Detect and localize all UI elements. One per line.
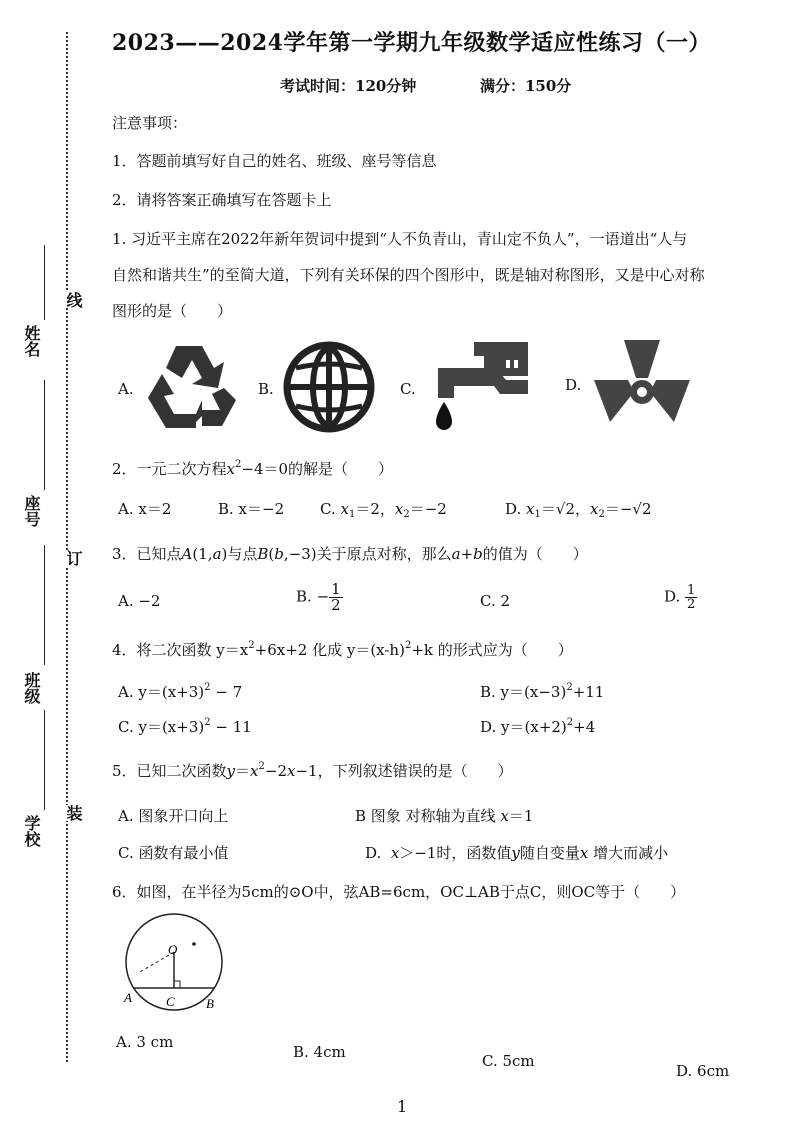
recycle-icon — [142, 338, 242, 434]
q4-option-c-text: C. y＝(x+3) — [118, 718, 205, 736]
q3-option-b-label: B. — [296, 587, 312, 606]
q1-text-line2: 自然和谐共生”的至简大道，下列有关环保的四个图形中，既是轴对称图形，又是中心对称 — [112, 266, 705, 284]
q4-stem-pre: 4．将二次函数 y＝x — [112, 641, 249, 659]
q4-option-a: A. $y=(x+3)^2 - 7$ — [118, 682, 243, 701]
q4-stem: 4．将二次函数 $y=x^2+6x+2$ 化成 $y=(x-h)^2+k$ 的形式应为（ ） — [112, 640, 573, 659]
q3-stem: 3．已知点A(1,a)与点B(b,−3)关于原点对称，那么a+b的值为（ ） — [112, 545, 588, 563]
q4-option-c-tail: − 11 — [210, 718, 252, 736]
q4-option-b-tail: +11 — [572, 683, 605, 701]
q2-option-a: A. x＝2 — [118, 500, 172, 518]
q5-stem-pre: 5．已知二次函数 — [112, 762, 227, 780]
label-o: O — [168, 942, 178, 957]
circle-diagram — [118, 910, 230, 1018]
q3-option-d-label: D. — [664, 587, 681, 606]
full-score: 满分：150分 — [480, 77, 572, 95]
q2-stem-post: 的解是（ ） — [288, 460, 394, 478]
q2-option-d: D. $x_1=√2$，$x_2=-√2$ — [505, 500, 652, 520]
q3-option-a: A. −2 — [118, 592, 161, 610]
q4-option-a-text: A. y＝(x+3) — [118, 683, 205, 701]
q3-option-c: C. 2 — [480, 592, 511, 610]
q2-option-c: C. $x_1=2$，$x_2=-2$ — [320, 500, 447, 520]
q2-option-c-label: C. — [320, 500, 336, 518]
q3-stem-pre: 3．已知点 — [112, 545, 182, 563]
note-item-2: 2．请将答案正确填写在答题卡上 — [112, 191, 332, 209]
q2-option-b: B. x＝−2 — [218, 500, 285, 518]
q5-option-d: D. x＞−1时，函数值y随自变量x 增大而减小 — [365, 844, 669, 862]
class-blank — [44, 710, 45, 810]
exam-time: 考试时间：120分钟 — [280, 77, 417, 95]
q5-option-d-post: 时，函数值 — [436, 844, 512, 862]
q4-option-b: B. $y=(x-3)^2+11$ — [480, 682, 605, 701]
name-label: 姓名 — [22, 325, 41, 357]
radiation-icon — [590, 336, 694, 432]
q1-option-c-label: C. — [400, 380, 416, 398]
q5-option-d-end: 增大而减小 — [588, 844, 669, 862]
q5-stem: 5．已知二次函数$y=x^2-2x-1$，下列叙述错误的是（ ） — [112, 761, 513, 780]
label-c: C — [166, 994, 175, 1009]
q4-option-a-tail: − 7 — [210, 683, 243, 701]
q3-stem-mid: 与点 — [227, 545, 258, 563]
q5-option-c: C. 函数有最小值 — [118, 844, 229, 862]
q3-stem-post: 关于原点对称，那么 — [316, 545, 452, 563]
globe-icon — [282, 340, 376, 434]
q4-option-c: C. $y=(x+3)^2 - 11$ — [118, 717, 252, 736]
q4-option-d-tail: +4 — [573, 718, 596, 736]
q4-option-d-text: D. y＝(x+2) — [480, 718, 567, 736]
q6-stem: 6．如图，在半径为5cm的⊙O中，弦AB=6cm，OC⊥AB于点C，则OC等于（ ） — [112, 883, 686, 901]
bind-char: 装 — [64, 805, 83, 821]
q2-stem: 2．一元二次方程$x^2-4=0$的解是（ ） — [112, 459, 394, 478]
label-b: B — [206, 996, 214, 1011]
q2-option-d-label: D. — [505, 500, 522, 518]
q5-option-b-text: B 图象 对称轴为直线 — [355, 807, 496, 825]
line-char: 线 — [64, 292, 83, 308]
school-label: 学校 — [22, 815, 41, 847]
q6-option-b: B. 4cm — [293, 1043, 346, 1061]
q5-option-b: B 图象 对称轴为直线 x＝1 — [355, 807, 534, 825]
q3-option-d: D. $\frac{1}{2}$ — [664, 583, 696, 612]
q6-option-a: A. 3 cm — [116, 1033, 174, 1051]
q2-stem-pre: 2．一元二次方程 — [112, 460, 227, 478]
seat-label: 座号 — [22, 495, 41, 527]
q6-option-d: D. 6cm — [676, 1062, 730, 1080]
order-char: 订 — [64, 550, 83, 566]
notes-heading: 注意事项： — [112, 114, 188, 132]
q1-text-line1: 1. 习近平主席在2022年新年贺词中提到“人不负青山，青山定不负人”，一语道出“人与 — [112, 230, 688, 248]
q5-stem-post: ，下列叙述错误的是（ ） — [317, 762, 513, 780]
seat-blank-2 — [44, 545, 45, 665]
note-item-1: 1．答题前填写好自己的姓名、班级、座号等信息 — [112, 152, 437, 170]
q3-option-b: B. − $\frac{1}{2}$ — [296, 580, 341, 614]
label-a: A — [124, 990, 132, 1005]
page-title: 2023——2024学年第一学期九年级数学适应性练习（一） — [112, 30, 711, 56]
q3-stem-end: 的值为（ ） — [482, 545, 588, 563]
q4-stem-mid: +6x+2 化成 y＝(x-h) — [254, 641, 405, 659]
q5-option-a: A. 图象开口向上 — [118, 807, 229, 825]
q1-option-d-label: D. — [565, 376, 582, 394]
class-label: 班级 — [22, 672, 41, 704]
q6-option-c: C. 5cm — [482, 1052, 535, 1070]
q4-option-b-text: B. y＝(x−3) — [480, 683, 567, 701]
name-blank — [44, 245, 45, 320]
q1-text-line3: 图形的是（ ） — [112, 302, 233, 320]
q1-option-b-label: B. — [258, 380, 274, 398]
q1-option-a-label: A. — [118, 380, 134, 398]
q4-option-d: D. $y=(x+2)^2+4$ — [480, 717, 596, 736]
page-number: 1 — [397, 1097, 408, 1116]
q5-option-d-label: D. — [365, 844, 382, 862]
seat-blank — [44, 380, 45, 490]
binding-dotted-line — [66, 32, 68, 1062]
q5-option-d-mid: 随自变量 — [519, 844, 580, 862]
faucet-icon — [424, 338, 534, 434]
q4-stem-post: +k 的形式应为（ ） — [411, 641, 573, 659]
